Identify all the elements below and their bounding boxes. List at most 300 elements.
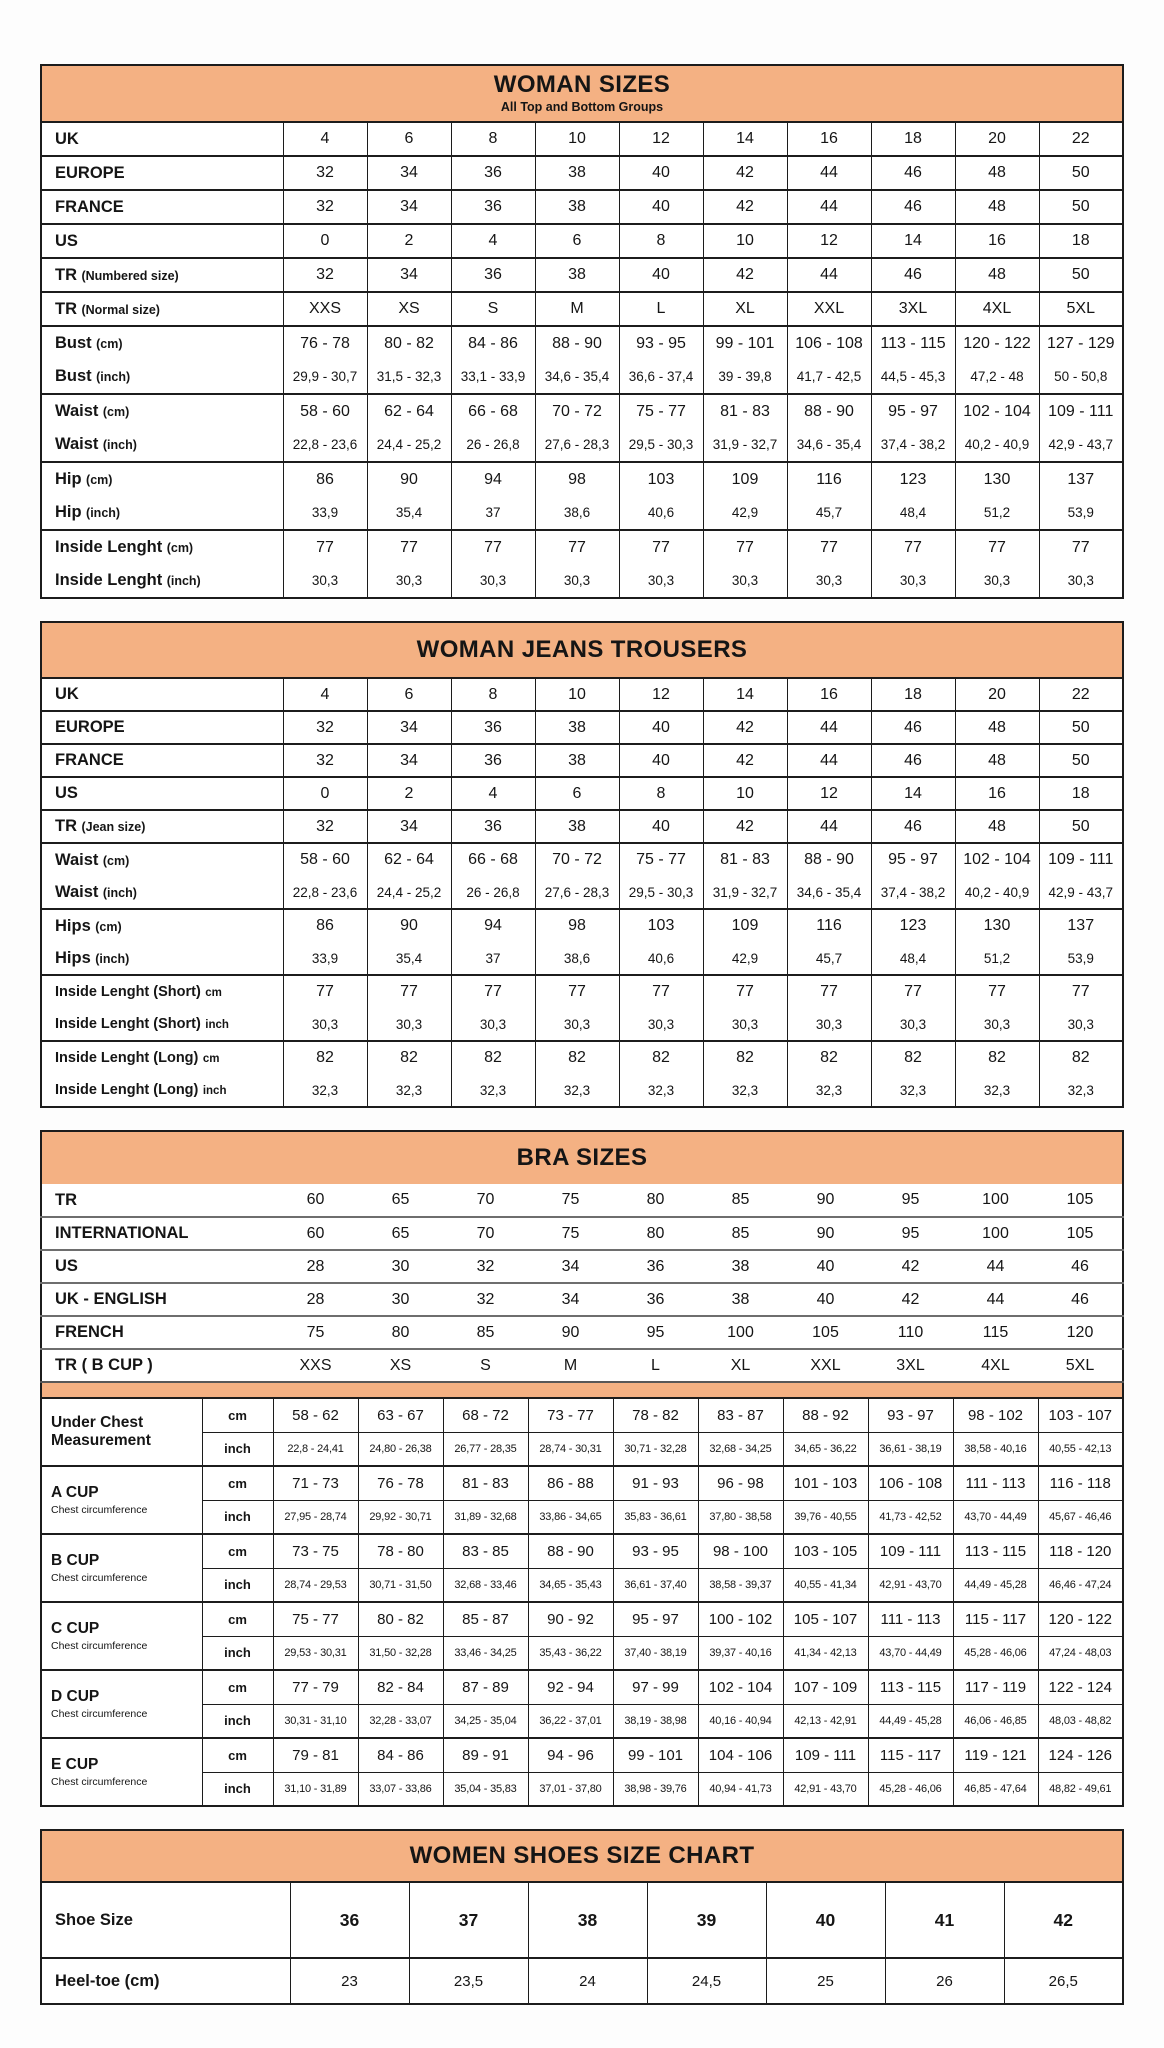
cup-cm-value: 103 - 105 [783, 1534, 868, 1568]
row-label-note: (inch) [95, 951, 130, 966]
size-value: XXL [787, 292, 871, 326]
woman-jeans-section [40, 621, 1124, 1108]
row-label-main: UK - ENGLISH [55, 1290, 167, 1308]
size-value: 18 [1039, 777, 1123, 810]
size-value: 38,6 [535, 942, 619, 975]
shoe-size-value: 42 [1004, 1882, 1123, 1958]
size-value: 81 - 83 [703, 394, 787, 428]
cup-inch-value: 26,77 - 28,35 [443, 1432, 528, 1466]
size-row [41, 156, 1123, 190]
cup-inch-row [41, 1432, 1123, 1466]
size-value: 93 - 95 [619, 326, 703, 360]
size-value: 30,3 [451, 1008, 535, 1041]
size-value: 4XL [955, 292, 1039, 326]
cup-cm-value: 99 - 101 [613, 1738, 698, 1772]
cup-inch-value: 36,61 - 37,40 [613, 1568, 698, 1602]
size-value: 51,2 [955, 496, 1039, 530]
row-label-main: Hip [55, 503, 82, 521]
size-value: 18 [871, 678, 955, 711]
row-label-note: (inch) [102, 438, 137, 452]
row-label [41, 843, 283, 876]
size-value: 58 - 60 [283, 394, 367, 428]
size-value: 26 - 26,8 [451, 876, 535, 909]
cup-cm-value: 90 - 92 [528, 1602, 613, 1636]
size-value: 41,7 - 42,5 [787, 360, 871, 394]
shoe-size-value: 36 [290, 1882, 409, 1958]
cup-cm-value: 93 - 97 [868, 1398, 953, 1432]
size-value: 5XL [1039, 292, 1123, 326]
size-value: 39 - 39,8 [703, 360, 787, 394]
size-value: 27,6 - 28,3 [535, 876, 619, 909]
bra-size-value: 70 [476, 1191, 495, 1208]
size-value: 30,3 [367, 1008, 451, 1041]
row-label [41, 711, 283, 744]
size-value: 80 - 82 [367, 326, 451, 360]
size-value: 32 [283, 190, 367, 224]
bra-size-value: 34 [528, 1283, 613, 1316]
woman-sizes-table [40, 64, 1124, 599]
size-row [41, 711, 1123, 744]
size-value: 10 [535, 122, 619, 156]
size-row [41, 1008, 1123, 1041]
cup-cm-value: 109 - 111 [783, 1738, 868, 1772]
size-value: XS [367, 292, 451, 326]
bra-size-value: 38 [698, 1250, 783, 1283]
size-value: 77 [535, 975, 619, 1008]
size-value: 37,4 - 38,2 [871, 876, 955, 909]
row-label-main: Inside Lenght (Short) [55, 984, 201, 1000]
size-row [41, 292, 1123, 326]
cup-inch-value: 45,28 - 46,06 [953, 1636, 1038, 1670]
bra-size-value: 95 [868, 1217, 953, 1250]
size-value: 116 [787, 462, 871, 496]
row-label [41, 1041, 283, 1074]
unit-cm-label: cm [202, 1466, 273, 1500]
size-value: 30,3 [535, 1008, 619, 1041]
size-value: 137 [1039, 462, 1123, 496]
size-value: XXS [283, 292, 367, 326]
size-value: 47,2 - 48 [955, 360, 1039, 394]
size-value: 10 [703, 777, 787, 810]
size-row [41, 777, 1123, 810]
size-value: 77 [871, 530, 955, 564]
cup-inch-value: 38,58 - 40,16 [953, 1432, 1038, 1466]
cup-inch-row [41, 1636, 1123, 1670]
unit-inch-label: inch [202, 1636, 273, 1670]
heel-toe-value: 23 [290, 1958, 409, 2004]
size-value: 30,3 [367, 564, 451, 598]
size-value: 16 [787, 122, 871, 156]
heel-toe-value: 24,5 [647, 1958, 766, 2004]
cup-cm-value: 103 - 107 [1038, 1398, 1123, 1432]
size-value: 33,9 [283, 942, 367, 975]
cup-inch-value: 46,85 - 47,64 [953, 1772, 1038, 1806]
bra-system-row [41, 1217, 1123, 1250]
size-row [41, 428, 1123, 462]
cup-cm-value: 63 - 67 [358, 1398, 443, 1432]
table-title-row [41, 622, 1123, 678]
size-value: 48 [955, 156, 1039, 190]
cup-name: Under Chest Measurement [51, 1414, 151, 1449]
size-value: 102 - 104 [955, 843, 1039, 876]
size-value: 0 [283, 777, 367, 810]
size-value: 32,3 [703, 1074, 787, 1107]
table-title-bar [41, 1830, 1123, 1882]
cup-inch-value: 43,70 - 44,49 [868, 1636, 953, 1670]
size-value: 44 [787, 810, 871, 843]
unit-cm-label: cm [202, 1398, 273, 1432]
size-value: 42 [703, 190, 787, 224]
shoe-size-value: 37 [409, 1882, 528, 1958]
size-value: 109 [703, 909, 787, 942]
cup-inch-value: 45,67 - 46,46 [1038, 1500, 1123, 1534]
bra-system-row [41, 1283, 1123, 1316]
size-row [41, 1074, 1123, 1107]
size-value: 127 - 129 [1039, 326, 1123, 360]
size-value: 137 [1039, 909, 1123, 942]
bra-size-value: M [528, 1349, 613, 1382]
table-title-row [41, 1131, 1123, 1184]
row-label-main: Inside Lenght (Long) [55, 1082, 199, 1098]
cup-cm-row [41, 1738, 1123, 1772]
bra-system-row [41, 1250, 1123, 1283]
cup-cm-value: 78 - 82 [613, 1398, 698, 1432]
size-value: 42 [703, 711, 787, 744]
size-value: 34,6 - 35,4 [787, 876, 871, 909]
cup-inch-value: 46,46 - 47,24 [1038, 1568, 1123, 1602]
cup-cm-value: 120 - 122 [1038, 1602, 1123, 1636]
cup-inch-value: 38,98 - 39,76 [613, 1772, 698, 1806]
cup-inch-value: 27,95 - 28,74 [273, 1500, 358, 1534]
cup-inch-value: 28,74 - 30,31 [528, 1432, 613, 1466]
bra-size-value: 100 [982, 1191, 1009, 1208]
unit-cm-label: cm [202, 1534, 273, 1568]
bra-size-value: 105 [783, 1316, 868, 1349]
row-label-main: FRANCE [55, 751, 124, 769]
size-value: 42,9 - 43,7 [1039, 876, 1123, 909]
table-title-bar [41, 65, 1123, 122]
size-value: 32,3 [283, 1074, 367, 1107]
row-label-note: (Jean size) [81, 820, 146, 834]
heel-toe-value: 26 [885, 1958, 1004, 2004]
size-value: 6 [535, 777, 619, 810]
cup-cm-value: 107 - 109 [783, 1670, 868, 1704]
cup-cm-value: 118 - 120 [1038, 1534, 1123, 1568]
size-value: 94 [451, 462, 535, 496]
size-value: 44 [787, 258, 871, 292]
size-value: 109 - 111 [1039, 843, 1123, 876]
size-value: 42,9 - 43,7 [1039, 428, 1123, 462]
size-value: 36 [451, 156, 535, 190]
row-label [41, 224, 283, 258]
cup-cm-value: 113 - 115 [868, 1670, 953, 1704]
size-value: 27,6 - 28,3 [535, 428, 619, 462]
size-value: 6 [535, 224, 619, 258]
row-label-main: Hip [55, 470, 82, 488]
table-subtitle: All Top and Bottom Groups [500, 100, 664, 114]
row-label [41, 777, 283, 810]
row-label [41, 1316, 273, 1349]
cup-inch-value: 32,28 - 33,07 [358, 1704, 443, 1738]
bra-size-value: 42 [868, 1250, 953, 1283]
size-value: 38 [535, 711, 619, 744]
bra-size-value: 115 [953, 1316, 1038, 1349]
table-title-bar [41, 1131, 1123, 1184]
cup-cm-value: 86 - 88 [528, 1466, 613, 1500]
size-value: 77 [283, 530, 367, 564]
bra-size-value: 38 [698, 1283, 783, 1316]
bra-size-value: 28 [273, 1250, 358, 1283]
size-value: 82 [871, 1041, 955, 1074]
bra-size-value: 44 [953, 1250, 1038, 1283]
size-row [41, 876, 1123, 909]
size-value: 38 [535, 156, 619, 190]
size-value: 36 [451, 810, 535, 843]
size-value: 75 - 77 [619, 843, 703, 876]
bra-system-row [41, 1316, 1123, 1349]
row-label [41, 326, 283, 360]
cup-inch-value: 32,68 - 34,25 [698, 1432, 783, 1466]
size-row [41, 843, 1123, 876]
cup-inch-value: 37,80 - 38,58 [698, 1500, 783, 1534]
cup-inch-value: 34,65 - 36,22 [783, 1432, 868, 1466]
size-row [41, 975, 1123, 1008]
row-label [41, 1008, 283, 1041]
cup-label [41, 1534, 202, 1602]
size-value: 8 [619, 224, 703, 258]
cup-inch-value: 40,55 - 41,34 [783, 1568, 868, 1602]
cup-name: A CUP [51, 1484, 99, 1502]
cup-subtitle: Chest circumference [51, 1775, 148, 1788]
cup-inch-value: 39,76 - 40,55 [783, 1500, 868, 1534]
row-label-main: Bust [55, 367, 92, 385]
row-label [41, 975, 283, 1008]
size-value: 82 [955, 1041, 1039, 1074]
size-value: 77 [1039, 530, 1123, 564]
size-value: 32,3 [451, 1074, 535, 1107]
bra-size-value: 95 [901, 1191, 920, 1208]
row-label [41, 1217, 273, 1250]
cup-inch-value: 41,34 - 42,13 [783, 1636, 868, 1670]
cup-name: D CUP [51, 1688, 100, 1706]
row-label-main: Waist [55, 882, 99, 901]
row-label-main: Inside Lenght [55, 538, 163, 556]
cup-inch-value: 24,80 - 26,38 [358, 1432, 443, 1466]
cup-inch-row [41, 1568, 1123, 1602]
size-value: 46 [871, 156, 955, 190]
row-label-note: (inch) [166, 574, 201, 588]
row-label-main: Bust [55, 334, 92, 352]
cup-cm-value: 109 - 111 [868, 1534, 953, 1568]
size-value: 94 [451, 909, 535, 942]
cup-inch-value: 39,37 - 40,16 [698, 1636, 783, 1670]
size-value: 14 [871, 777, 955, 810]
size-value: 77 [535, 530, 619, 564]
row-label-note: (cm) [86, 473, 113, 487]
size-value: 46 [871, 190, 955, 224]
cup-inch-row [41, 1500, 1123, 1534]
row-label-main: US [55, 231, 78, 250]
woman-jeans-table [40, 621, 1124, 1108]
size-value: 42 [703, 744, 787, 777]
cup-cm-value: 81 - 83 [443, 1466, 528, 1500]
bra-size-value: L [613, 1349, 698, 1382]
row-label-main: TR [55, 817, 77, 835]
cup-subtitle: Chest circumference [51, 1571, 148, 1584]
size-value: 40 [619, 711, 703, 744]
size-value: 32,3 [535, 1074, 619, 1107]
size-value: 50 - 50,8 [1039, 360, 1123, 394]
bra-size-value: 60 [273, 1217, 358, 1250]
size-value: 62 - 64 [367, 843, 451, 876]
size-value: 32 [283, 258, 367, 292]
cup-inch-value: 38,58 - 39,37 [698, 1568, 783, 1602]
cup-inch-value: 31,10 - 31,89 [273, 1772, 358, 1806]
row-label [41, 530, 283, 564]
size-value: 77 [787, 530, 871, 564]
size-value: 30,3 [871, 1008, 955, 1041]
cup-inch-value: 32,68 - 33,46 [443, 1568, 528, 1602]
cup-cm-value: 124 - 126 [1038, 1738, 1123, 1772]
size-value: 30,3 [1039, 564, 1123, 598]
size-value: 34,6 - 35,4 [787, 428, 871, 462]
size-value: 103 [619, 909, 703, 942]
size-row [41, 744, 1123, 777]
size-value: 82 [787, 1041, 871, 1074]
cup-cm-value: 102 - 104 [698, 1670, 783, 1704]
size-row [41, 122, 1123, 156]
size-value: 82 [703, 1041, 787, 1074]
size-value: 113 - 115 [871, 326, 955, 360]
size-value: 4 [451, 777, 535, 810]
bra-size-value: 80 [613, 1217, 698, 1250]
cup-inch-value: 45,28 - 46,06 [868, 1772, 953, 1806]
row-label-main: Inside Lenght (Short) [55, 1016, 201, 1032]
size-value: 70 - 72 [535, 394, 619, 428]
size-value: 36,6 - 37,4 [619, 360, 703, 394]
size-value: 123 [871, 462, 955, 496]
size-value: 8 [451, 678, 535, 711]
size-row [41, 258, 1123, 292]
size-value: 88 - 90 [535, 326, 619, 360]
size-row [41, 564, 1123, 598]
row-label [41, 564, 283, 598]
row-label [41, 810, 283, 843]
size-value: 34 [367, 744, 451, 777]
cup-inch-value: 29,53 - 30,31 [273, 1636, 358, 1670]
row-label-main: INTERNATIONAL [55, 1224, 189, 1242]
bra-size-value: 90 [783, 1217, 868, 1250]
size-value: 34,6 - 35,4 [535, 360, 619, 394]
bra-system-row [41, 1349, 1123, 1382]
table-title: WOMAN JEANS TROUSERS [416, 636, 748, 663]
size-row [41, 360, 1123, 394]
size-value: 6 [367, 678, 451, 711]
size-value: 32,3 [871, 1074, 955, 1107]
row-label [41, 942, 283, 975]
cup-inch-value: 30,31 - 31,10 [273, 1704, 358, 1738]
bra-size-value: 120 [1038, 1316, 1123, 1349]
row-label-main: UK [55, 685, 79, 703]
size-value: 12 [619, 122, 703, 156]
cup-cm-value: 97 - 99 [613, 1670, 698, 1704]
size-value: 46 [871, 711, 955, 744]
bra-size-value: 100 [953, 1217, 1038, 1250]
size-value: 35,4 [367, 496, 451, 530]
row-label-note: (Numbered size) [81, 268, 179, 283]
size-value: 29,9 - 30,7 [283, 360, 367, 394]
size-value: 34 [367, 711, 451, 744]
row-label [41, 190, 283, 224]
size-value: 77 [451, 530, 535, 564]
size-value: 12 [619, 678, 703, 711]
size-value: 26 - 26,8 [451, 428, 535, 462]
cup-cm-value: 96 - 98 [698, 1466, 783, 1500]
size-value: 31,5 - 32,3 [367, 360, 451, 394]
size-value: S [451, 292, 535, 326]
row-label [41, 1184, 273, 1217]
size-value: 48,4 [871, 942, 955, 975]
size-value: 22 [1039, 122, 1123, 156]
shoe-size-value: 39 [647, 1882, 766, 1958]
bra-size-value: 75 [528, 1217, 613, 1250]
size-value: 18 [1039, 224, 1123, 258]
size-value: 50 [1039, 258, 1123, 292]
cup-cm-value: 58 - 62 [273, 1398, 358, 1432]
row-label-main: Waist [55, 850, 99, 869]
unit-cm-label: cm [202, 1738, 273, 1772]
cup-name: B CUP [51, 1552, 100, 1570]
size-value: 46 [871, 810, 955, 843]
size-value: 123 [871, 909, 955, 942]
cup-inch-value: 42,13 - 42,91 [783, 1704, 868, 1738]
size-value: 48 [955, 810, 1039, 843]
cup-inch-value: 44,49 - 45,28 [953, 1568, 1038, 1602]
size-value: 10 [535, 678, 619, 711]
size-value: 50 [1039, 744, 1123, 777]
size-value: 77 [1039, 975, 1123, 1008]
cup-cm-value: 94 - 96 [528, 1738, 613, 1772]
size-value: 40 [619, 156, 703, 190]
size-value: 36 [451, 190, 535, 224]
size-value: 30,3 [451, 564, 535, 598]
cup-inch-value: 35,04 - 35,83 [443, 1772, 528, 1806]
size-value: 98 [535, 462, 619, 496]
cup-inch-value: 47,24 - 48,03 [1038, 1636, 1123, 1670]
bra-size-value: 40 [783, 1283, 868, 1316]
cup-inch-value: 35,83 - 36,61 [613, 1500, 698, 1534]
size-value: 82 [619, 1041, 703, 1074]
cup-subtitle: Chest circumference [51, 1707, 148, 1720]
bra-size-value: 5XL [1038, 1349, 1123, 1382]
cup-cm-value: 106 - 108 [868, 1466, 953, 1500]
cup-inch-value: 44,49 - 45,28 [868, 1704, 953, 1738]
row-label-note: (cm) [95, 919, 122, 934]
cup-cm-row [41, 1398, 1123, 1432]
size-value: 30,3 [703, 564, 787, 598]
size-value: 66 - 68 [451, 843, 535, 876]
size-value: 33,1 - 33,9 [451, 360, 535, 394]
row-label-note: (inch) [86, 506, 121, 520]
bra-size-value: 105 [1038, 1217, 1123, 1250]
row-label [41, 1882, 290, 1958]
cup-cm-row [41, 1670, 1123, 1704]
row-label-note: (cm) [102, 853, 130, 868]
row-label [41, 462, 283, 496]
row-label-note: (Normal size) [81, 302, 160, 317]
unit-cm-label: cm [202, 1670, 273, 1704]
size-value: 18 [871, 122, 955, 156]
